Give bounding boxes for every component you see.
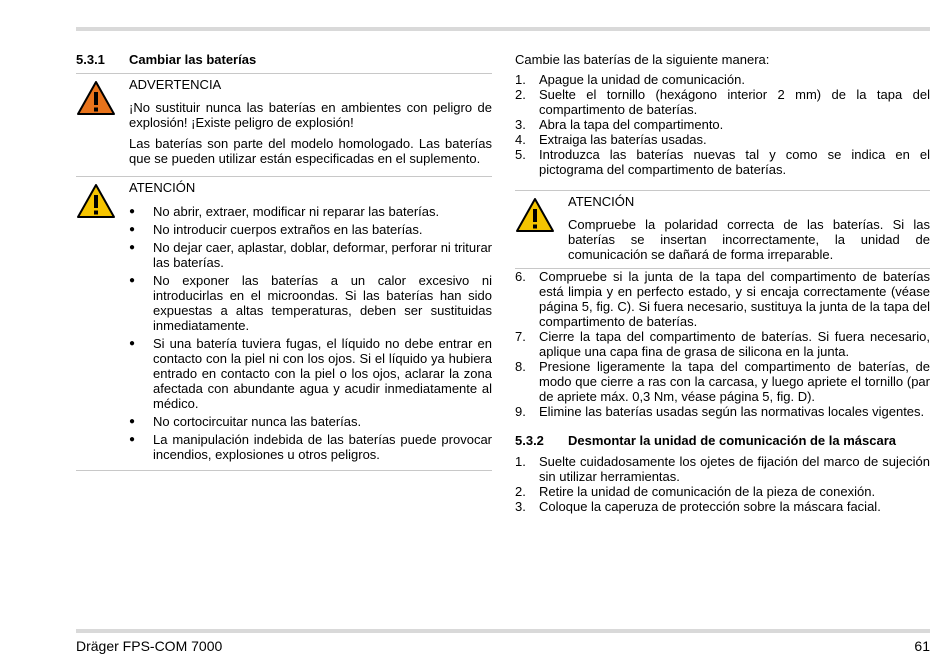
steps-list-b: [515, 269, 930, 419]
list-item: ● No cortocircuitar nunca las baterías.: [129, 414, 362, 429]
bullet-icon: ●: [129, 434, 136, 445]
bullet-icon: ●: [129, 224, 136, 235]
section-number: 5.3.2: [515, 433, 544, 448]
steps-list-a: [515, 72, 930, 177]
header-rule: [76, 27, 930, 31]
section-heading-532: [515, 433, 930, 448]
list-item: 4. Extraiga las baterías usadas.: [515, 132, 707, 147]
caution-title: ATENCIÓN: [568, 194, 635, 209]
list-item: 3. Abra la tapa del compartimento.: [515, 117, 724, 132]
caution-block: [515, 191, 930, 268]
list-item: ● No introducir cuerpos extraños en las baterías.: [129, 222, 423, 237]
footer-rule: [76, 629, 930, 633]
list-item: 5. Introduzca las baterías nuevas tal y como se indica en el pictograma del compartimento de baterías.: [515, 147, 930, 177]
list-item: 9. Elimine las baterías usadas según las normativas locales vigentes.: [515, 404, 925, 419]
steps-list-c: [515, 454, 930, 514]
warning-text-2: Las baterías son parte del modelo homologado. Las baterías que se pueden utilizar están especificadas en el suplemento.: [129, 136, 492, 166]
steps-intro: Cambie las baterías de la siguiente manera:: [515, 52, 770, 67]
list-item: 2. Retire la unidad de comunicación de la pieza de conexión.: [515, 484, 876, 499]
warning-icon: [76, 77, 129, 172]
list-item: ● No dejar caer, aplastar, doblar, deformar, perforar ni triturar las baterías.: [129, 240, 492, 270]
section-title: Cambiar las baterías: [129, 52, 257, 67]
divider: [76, 470, 492, 471]
footer-product: Dräger FPS-COM 7000: [76, 638, 223, 654]
list-item: ● No exponer las baterías a un calor excesivo ni introducirlas en el microondas. Si las baterías han sido expuestas a altas temperaturas, deben ser sustituidas inmediatamente.: [129, 273, 492, 333]
section-heading-531: [76, 52, 492, 67]
caution-text: Compruebe la polaridad correcta de las baterías. Si las baterías se insertan incorrectamente, la unidad de comunicación se dañará de forma irreparable.: [568, 217, 930, 262]
list-item: 1. Apague la unidad de comunicación.: [515, 72, 745, 87]
caution-icon: [515, 194, 568, 268]
page-number: 61: [914, 638, 930, 654]
list-item: 6. Compruebe si la junta de la tapa del compartimento de baterías está limpia y en perfecto estado, y si encaja correctamente (véase página 5, fig. C). Si fuera necesario, sustituya la junta de la tapa del compartimento de baterías.: [515, 269, 930, 329]
warning-text-1: ¡No sustituir nunca las baterías en ambientes con peligro de explosión! ¡Existe peligro de explosión!: [129, 100, 492, 130]
left-column: [76, 52, 492, 471]
bullet-icon: ●: [129, 416, 136, 427]
caution-list: [129, 204, 492, 462]
caution-block: [76, 177, 492, 465]
list-item: ● Si una batería tuviera fugas, el líquido no debe entrar en contacto con la piel ni con los ojos. Si el líquido ya hubiera entrado en contacto con la piel o los ojos, aclarar la zona afectada con abundante agua y acudir inmediatamente al médico.: [129, 336, 492, 411]
section-number: 5.3.1: [76, 52, 105, 67]
list-item: 2. Suelte el tornillo (hexágono interior 2 mm) de la tapa del compartimento de baterías.: [515, 87, 930, 117]
bullet-icon: ●: [129, 206, 136, 217]
bullet-icon: ●: [129, 242, 136, 253]
list-item: 1. Suelte cuidadosamente los ojetes de fijación del marco de sujeción sin utilizar herramientas.: [515, 454, 930, 484]
section-title: Desmontar la unidad de comunicación de la máscara: [568, 433, 896, 448]
list-item: 3. Coloque la caperuza de protección sobre la máscara facial.: [515, 499, 881, 514]
bullet-icon: ●: [129, 338, 136, 349]
warning-block: [76, 74, 492, 176]
warning-title: ADVERTENCIA: [129, 77, 222, 92]
caution-icon: [76, 180, 129, 465]
bullet-icon: ●: [129, 275, 136, 286]
list-item: 8. Presione ligeramente la tapa del compartimento de baterías, de modo que cierre a ras con la carcasa, y luego apriete el tornillo (par de apriete máx. 0,3 Nm, véase página 5, fig. D).: [515, 359, 930, 404]
list-item: 7. Cierre la tapa del compartimento de baterías. Si fuera necesario, aplique una capa fina de grasa de silicona en la junta.: [515, 329, 930, 359]
right-column: [515, 52, 930, 514]
list-item: ● No abrir, extraer, modificar ni reparar las baterías.: [129, 204, 440, 219]
caution-title: ATENCIÓN: [129, 180, 196, 195]
list-item: ● La manipulación indebida de las baterías puede provocar incendios, explosiones u otros peligros.: [129, 432, 492, 462]
